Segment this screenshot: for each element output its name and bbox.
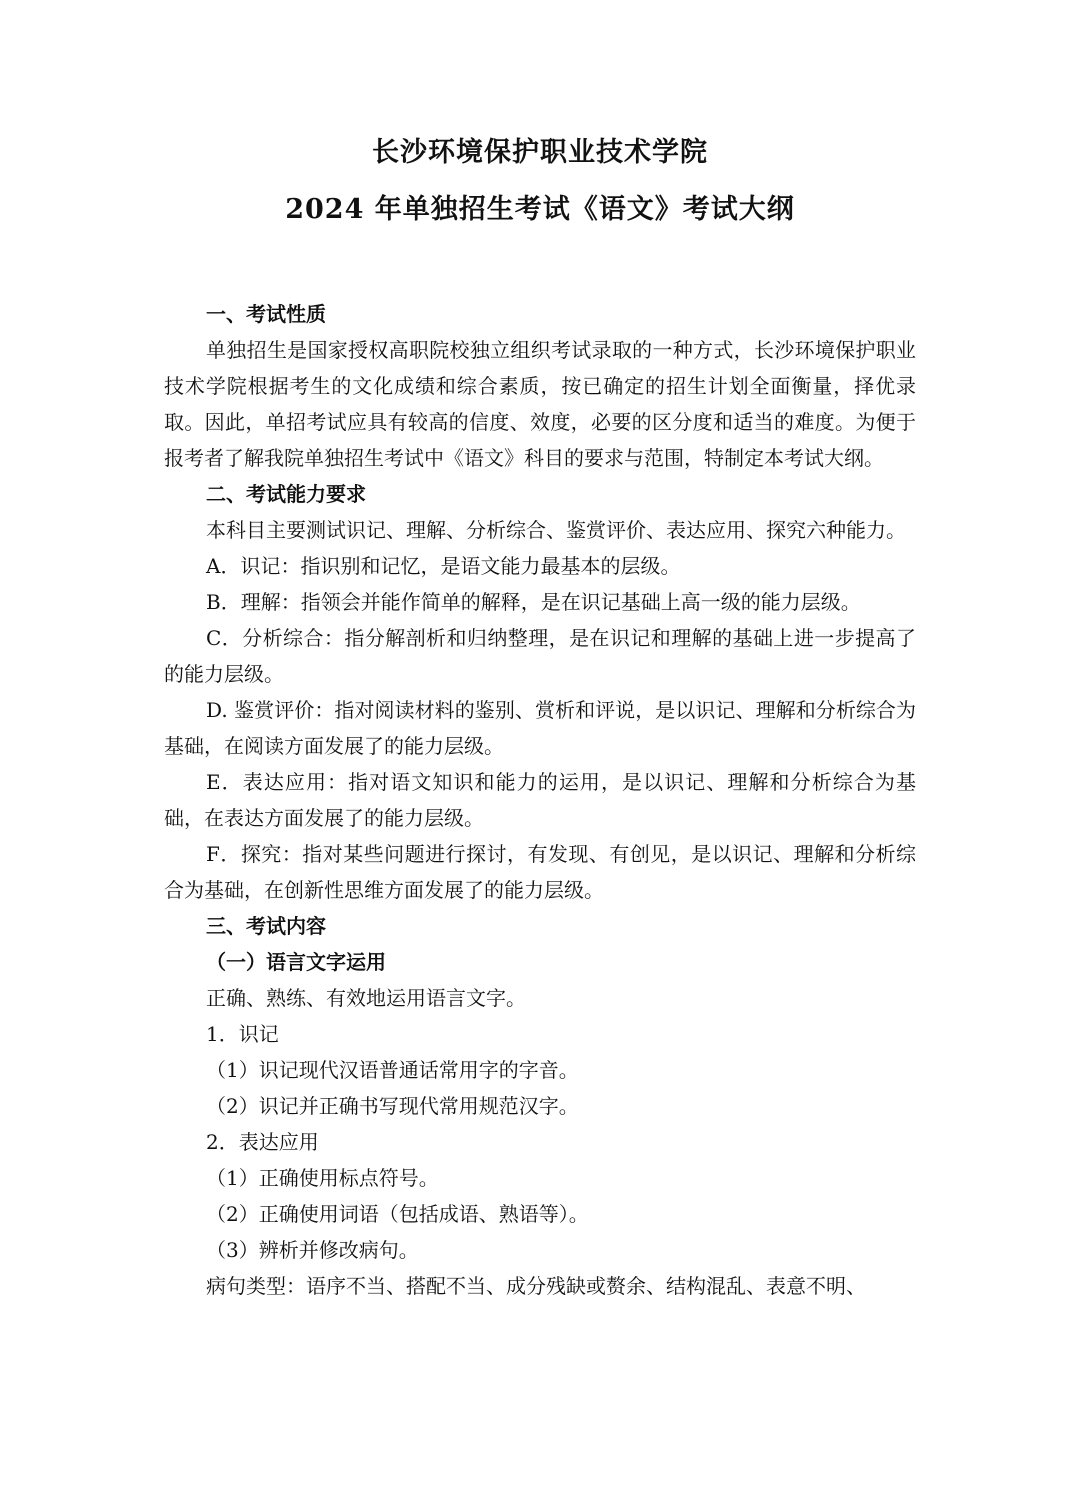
memorization-item-1: （1）识记现代汉语普通话常用字的字音。 bbox=[206, 1058, 579, 1082]
point-heading-memorization: 1．识记 bbox=[206, 1022, 279, 1046]
section-heading-exam-nature: 一、考试性质 bbox=[206, 302, 326, 326]
paragraph-ability-intro: 本科目主要测试识记、理解、分析综合、鉴赏评价、表达应用、探究六种能力。 bbox=[206, 518, 906, 542]
ability-item-e: E．表达应用：指对语文知识和能力的运用，是以识记、理解和分析综合为基础，在表达方面发展了的能力层级。 bbox=[164, 770, 916, 830]
ability-item-d: D. 鉴赏评价：指对阅读材料的鉴别、赏析和评说，是以识记、理解和分析综合为基础，在阅读方面发展了的能力层级。 bbox=[164, 698, 916, 758]
ability-item-b: B．理解：指领会并能作简单的解释，是在识记基础上高一级的能力层级。 bbox=[206, 590, 861, 614]
expression-item-1: （1）正确使用标点符号。 bbox=[206, 1166, 439, 1190]
document-body bbox=[164, 296, 916, 1304]
expression-item-3: （3）辨析并修改病句。 bbox=[206, 1238, 419, 1262]
memorization-item-2: （2）识记并正确书写现代常用规范汉字。 bbox=[206, 1094, 579, 1118]
document-title-exam: 2024 年单独招生考试《语文》考试大纲 bbox=[285, 194, 795, 225]
point-heading-expression: 2．表达应用 bbox=[206, 1130, 319, 1154]
subsection-heading-language-use: （一）语言文字运用 bbox=[206, 950, 386, 974]
ability-item-a: A．识记：指识别和记忆，是语文能力最基本的层级。 bbox=[206, 554, 681, 578]
expression-item-2: （2）正确使用词语（包括成语、熟语等）。 bbox=[206, 1202, 589, 1226]
paragraph-language-use-intro: 正确、熟练、有效地运用语言文字。 bbox=[206, 986, 526, 1010]
document-title-school: 长沙环境保护职业技术学院 bbox=[372, 137, 708, 168]
paragraph-exam-nature: 单独招生是国家授权高职院校独立组织考试录取的一种方式，长沙环境保护职业技术学院根据考生的文化成绩和综合素质，按已确定的招生计划全面衡量，择优录取。因此，单招考试应具有较高的信度、效度，必要的区分度和适当的难度。为便于报考者了解我院单独招生考试中《语文》科目的要求与范围，特制定本考试大纲。 bbox=[164, 338, 916, 470]
paragraph-sentence-error-types: 病句类型：语序不当、搭配不当、成分残缺或赘余、结构混乱、表意不明、 bbox=[206, 1274, 866, 1298]
section-heading-exam-content: 三、考试内容 bbox=[206, 914, 326, 938]
section-heading-ability-requirements: 二、考试能力要求 bbox=[206, 482, 366, 506]
ability-item-f: F．探究：指对某些问题进行探讨，有发现、有创见，是以识记、理解和分析综合为基础，在创新性思维方面发展了的能力层级。 bbox=[164, 842, 916, 902]
ability-item-c: C．分析综合：指分解剖析和归纳整理，是在识记和理解的基础上进一步提高了的能力层级。 bbox=[164, 626, 916, 686]
